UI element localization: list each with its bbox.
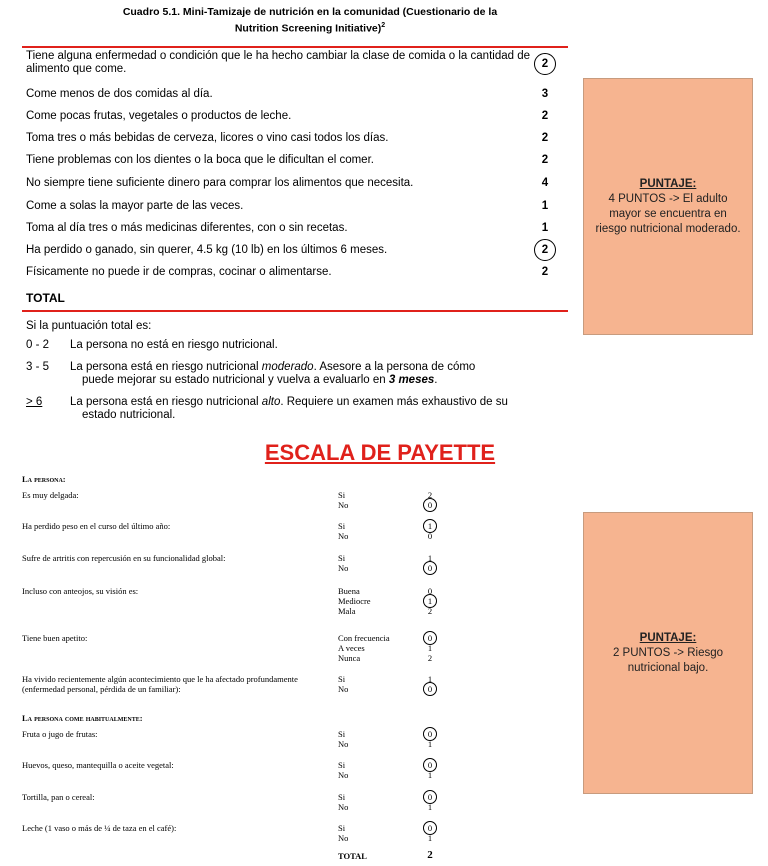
payette-points: 1: [427, 833, 433, 843]
payette-option: No: [338, 531, 349, 541]
answer-circle-mark: [423, 682, 437, 696]
legend-text: puede mejorar su estado nutricional y vuelva a evaluarlo en: [82, 374, 389, 386]
title-footnote-ref: 2: [381, 22, 386, 29]
payette-points: 1: [427, 674, 433, 684]
payette-option: No: [338, 802, 349, 812]
title-line-2: [40, 19, 580, 36]
payette-option: Si: [338, 792, 346, 802]
payette-points: 2: [427, 490, 433, 500]
payette-option: Con frecuencia: [338, 633, 390, 643]
screening-row: Come a solas la mayor parte de las veces.: [26, 200, 244, 212]
payette-question: Huevos, queso, mantequilla o aceite vegetal:: [22, 760, 174, 770]
payette-points: 1: [427, 739, 433, 749]
payette-option: Si: [338, 521, 346, 531]
payette-option: No: [338, 833, 349, 843]
payette-question: Leche (1 vaso o más de ¼ de taza en el café):: [22, 823, 177, 833]
screening-row: Físicamente no puede ir de compras, cocinar o alimentarse.: [26, 266, 332, 278]
legend-text: La persona está en riesgo nutricional: [70, 361, 262, 373]
answer-circle-mark: [423, 561, 437, 575]
payette-question: Sufre de artritis con repercusión en su funcionalidad global:: [22, 553, 226, 563]
payette-question: Incluso con anteojos, su visión es:: [22, 586, 139, 596]
payette-option: Mala: [338, 606, 356, 616]
payette-option: Si: [338, 490, 346, 500]
note-title: PUNTAJE:: [639, 631, 697, 644]
note-body: 2 PUNTOS -> Riesgo nutricional bajo.: [612, 646, 724, 674]
payette-title: ESCALA DE PAYETTE: [264, 440, 496, 465]
legend-range: 3 - 5: [26, 361, 50, 373]
payette-points: 0: [427, 684, 433, 694]
row-score: 2: [541, 154, 549, 166]
row-score: 1: [541, 200, 549, 212]
payette-question: Ha perdido peso en el curso del último año:: [22, 521, 171, 531]
payette-points: 1: [427, 770, 433, 780]
note-body: 4 PUNTOS -> El adulto mayor se encuentra en riesgo nutricional moderado.: [595, 192, 741, 235]
row-score: 2: [541, 244, 549, 256]
answer-circle-mark: [423, 498, 437, 512]
payette-option: Si: [338, 553, 346, 563]
row-score: 2: [541, 58, 549, 70]
total-label: TOTAL: [26, 291, 65, 305]
screening-row: Ha perdido o ganado, sin querer, 4.5 kg (10 lb) en los últimos 6 meses.: [26, 244, 388, 256]
payette-option: Mediocre: [338, 596, 371, 606]
screening-row: Toma tres o más bebidas de cerveza, licores o vino casi todos los días.: [26, 132, 389, 144]
legend-text: . Asesore a la persona de cómo: [313, 361, 476, 373]
legend-item-high: [26, 396, 508, 422]
legend-text: La persona está en riesgo nutricional: [70, 396, 262, 408]
title-line-2-text: Nutrition Screening Initiative): [234, 22, 382, 35]
screening-row: Come pocas frutas, vegetales o productos de leche.: [26, 110, 292, 122]
payette-option: No: [338, 563, 349, 573]
screening-row: Come menos de dos comidas al día.: [26, 88, 213, 100]
payette-option: No: [338, 739, 349, 749]
row-score: 2: [541, 266, 549, 278]
payette-option: Buena: [338, 586, 360, 596]
payette-points: 0: [427, 760, 433, 770]
payette-option: Si: [338, 674, 346, 684]
section-heading-person: La persona:: [22, 474, 66, 484]
legend-emphasis: 3 meses: [388, 374, 435, 386]
title-line-1: Cuadro 5.1. Mini-Tamizaje de nutrición en la comunidad (Cuestionario de la: [122, 6, 498, 18]
legend-item-low: [26, 339, 278, 352]
payette-points: 0: [427, 500, 433, 510]
note-title: PUNTAJE:: [639, 177, 697, 190]
row-score: 1: [541, 222, 549, 234]
payette-points: 0: [427, 531, 433, 541]
payette-question: Fruta o jugo de frutas:: [22, 729, 98, 739]
payette-points: 0: [427, 823, 433, 833]
payette-question: Tortilla, pan o cereal:: [22, 792, 95, 802]
payette-points: 2: [427, 653, 433, 663]
payette-points: 2: [427, 606, 433, 616]
payette-points: 1: [427, 596, 433, 606]
payette-points: 1: [427, 802, 433, 812]
legend-text: La persona no está en riesgo nutricional.: [70, 339, 278, 351]
screening-row: No siempre tiene suficiente dinero para comprar los alimentos que necesita.: [26, 177, 414, 189]
score-note-2: [583, 512, 753, 794]
payette-option: Si: [338, 823, 346, 833]
score-circle-mark: [534, 53, 556, 75]
red-divider-bottom: [22, 310, 568, 312]
payette-points: 1: [427, 521, 433, 531]
payette-points: 0: [427, 563, 433, 573]
screening-row: Tiene problemas con los dientes o la boca que le dificultan el comer.: [26, 154, 374, 166]
payette-points: 0: [427, 586, 433, 596]
score-circle-mark: [534, 239, 556, 261]
payette-points: 1: [427, 553, 433, 563]
row-score: 3: [541, 88, 549, 100]
legend-emphasis: alto: [261, 396, 281, 408]
row-score: 2: [541, 110, 549, 122]
table-title: [40, 6, 580, 36]
section-heading-habits: La persona come habitualmente:: [22, 713, 143, 723]
legend-range: > 6: [26, 396, 43, 408]
payette-question: Tiene buen apetito:: [22, 633, 88, 643]
legend-range: 0 - 2: [26, 339, 50, 351]
legend-text: .: [434, 374, 438, 386]
score-note-1: [583, 78, 753, 335]
payette-question: Es muy delgada:: [22, 490, 79, 500]
payette-total-value: 2: [427, 849, 433, 861]
screening-row: Toma al día tres o más medicinas diferentes, con o sin recetas.: [26, 222, 348, 234]
payette-points: 0: [427, 633, 433, 643]
row-score: 4: [541, 177, 549, 189]
payette-option: Nunca: [338, 653, 361, 663]
legend-text: estado nutricional.: [82, 409, 176, 421]
legend-emphasis: moderado: [261, 361, 314, 373]
legend-intro: Si la puntuación total es:: [26, 320, 152, 332]
screening-row: Tiene alguna enfermedad o condición que le ha hecho cambiar la clase de comida o la cantidad de alimento que come.: [26, 50, 530, 75]
legend-item-moderate: [26, 361, 475, 387]
red-divider-top: [22, 46, 568, 48]
payette-points: 1: [427, 643, 433, 653]
payette-points: 0: [427, 729, 433, 739]
legend-text: . Requiere un examen más exhaustivo de su: [280, 396, 508, 408]
payette-question: Ha vivido recientemente algún acontecimiento que le ha afectado profundamente (enfermedad personal, pérdida de un familiar):: [22, 674, 298, 694]
payette-points: 0: [427, 792, 433, 802]
payette-option: No: [338, 500, 349, 510]
row-score: 2: [541, 132, 549, 144]
payette-option: Si: [338, 729, 346, 739]
payette-option: A veces: [338, 643, 365, 653]
payette-option: No: [338, 684, 349, 694]
payette-option: No: [338, 770, 349, 780]
payette-option: Si: [338, 760, 346, 770]
payette-total-label: TOTAL: [338, 851, 367, 861]
